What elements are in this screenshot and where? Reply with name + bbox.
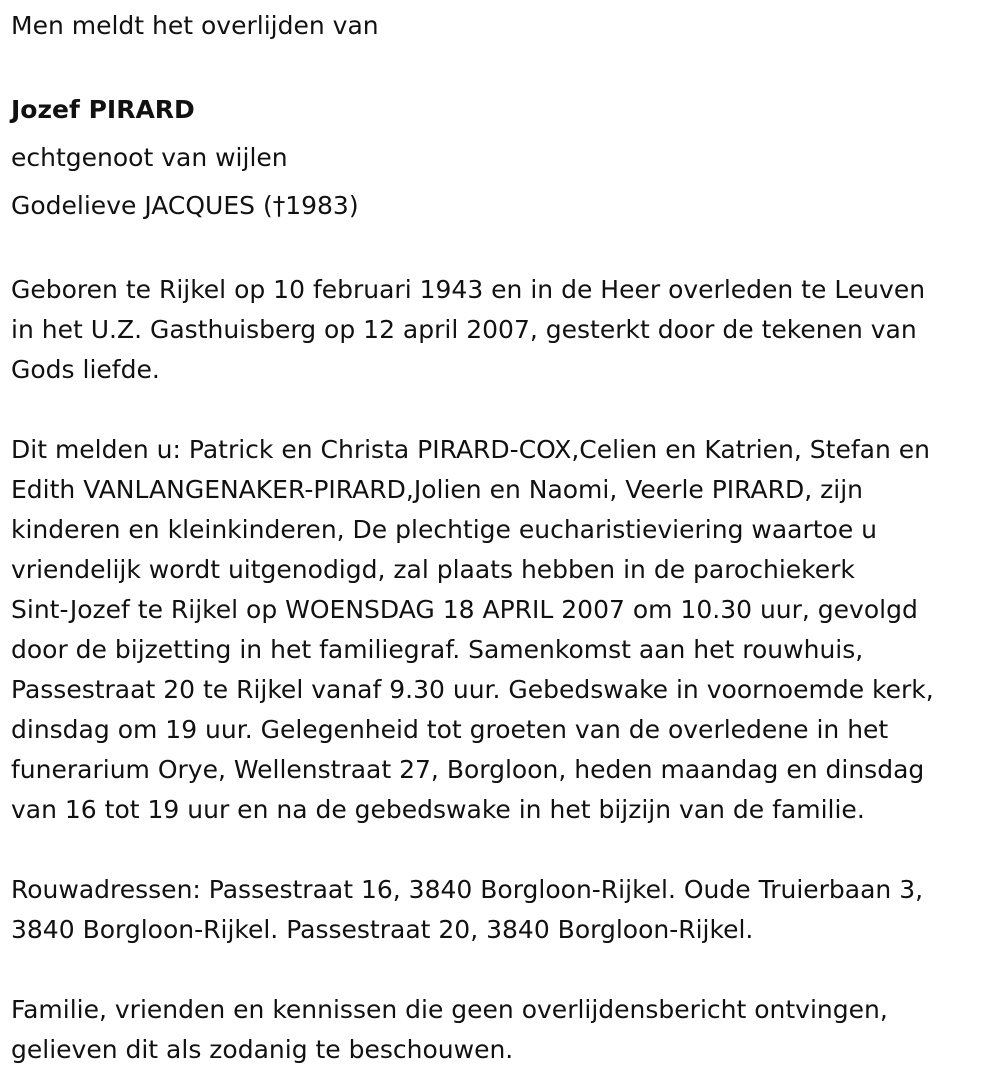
paragraph-line: Passestraat 20 te Rijkel vanaf 9.30 uur. Gebedswake in voornoemde kerk, (11, 675, 934, 704)
cross-icon: † (272, 191, 286, 220)
paragraph-line: 3840 Borgloon-Rijkel. Passestraat 20, 3840 Borgloon-Rijkel. (11, 915, 754, 944)
paragraph-line: Rouwadressen: Passestraat 16, 3840 Borgloon-Rijkel. Oude Truierbaan 3, (11, 875, 924, 904)
paragraph-line: gelieven dit als zodanig te beschouwen. (11, 1035, 514, 1064)
birth-death-paragraph (11, 270, 991, 390)
deceased-name: Jozef PIRARD (11, 95, 195, 124)
paragraph-line: Sint-Jozef te Rijkel op WOENSDAG 18 APRIL 2007 om 10.30 uur, gevolgd (11, 595, 918, 624)
paragraph-line: vriendelijk wordt uitgenodigd, zal plaats hebben in de parochiekerk (11, 555, 855, 584)
obituary-document (11, 6, 991, 1070)
paragraph-line: dinsdag om 19 uur. Gelegenheid tot groeten van de overledene in het (11, 715, 889, 744)
paragraph-line: Geboren te Rijkel op 10 februari 1943 en in de Heer overleden te Leuven (11, 275, 926, 304)
paragraph-line: Dit melden u: Patrick en Christa PIRARD-COX,Celien en Katrien, Stefan en (11, 435, 930, 464)
spouse-line (11, 182, 991, 230)
paragraph-line: door de bijzetting in het familiegraf. Samenkomst aan het rouwhuis, (11, 635, 864, 664)
paragraph-line: Gods liefde. (11, 355, 160, 384)
paragraph-line: Familie, vrienden en kennissen die geen overlijdensbericht ontvingen, (11, 995, 888, 1024)
spouse-name: Godelieve JACQUES ( (11, 191, 273, 220)
relation-text: echtgenoot van wijlen (11, 143, 288, 172)
paragraph-line: Edith VANLANGENAKER-PIRARD,Jolien en Naomi, Veerle PIRARD, zijn (11, 475, 864, 504)
paragraph-line: kinderen en kleinkinderen, De plechtige eucharistieviering waartoe u (11, 515, 878, 544)
intro-text: Men meldt het overlijden van (11, 11, 379, 40)
paragraph-line: van 16 tot 19 uur en na de gebedswake in het bijzijn van de familie. (11, 795, 865, 824)
closing-paragraph (11, 990, 991, 1070)
spouse-death-year: 1983) (285, 191, 359, 220)
announcement-paragraph (11, 430, 991, 830)
addresses-paragraph (11, 870, 991, 950)
paragraph-line: in het U.Z. Gasthuisberg op 12 april 2007, gesterkt door de tekenen van (11, 315, 917, 344)
paragraph-line: funerarium Orye, Wellenstraat 27, Borgloon, heden maandag en dinsdag (11, 755, 925, 784)
